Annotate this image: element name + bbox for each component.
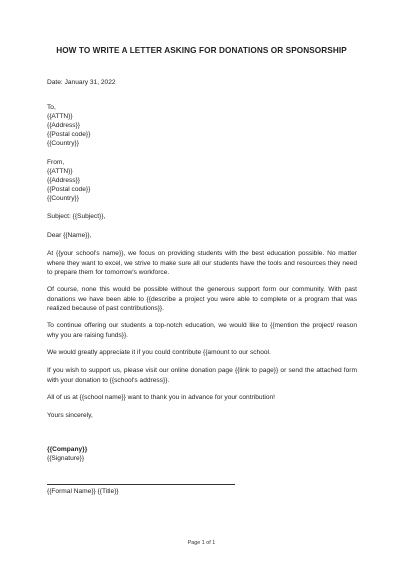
from-attn: {{ATTN}} [47, 168, 73, 175]
salutation: Dear {{Name}}, [47, 232, 92, 239]
date-line: Date: January 31, 2022 [47, 79, 116, 86]
formal-name-title: {{Formal Name}} {{Title}} [47, 488, 119, 495]
paragraph-contribute: We would greatly appreciate it if you could contribute {{amount to our school. [47, 349, 271, 356]
to-address: {{Address}} [47, 122, 80, 129]
closing: Yours sincerely, [47, 412, 93, 419]
signature-rule [47, 484, 235, 485]
from-postal-code: {{Postal code}} [47, 186, 91, 193]
from-label: From, [47, 159, 65, 166]
to-country: {{Country}} [47, 140, 79, 147]
subject-line: Subject: {{Subject}}, [47, 213, 106, 220]
to-postal-code: {{Postal code}} [47, 131, 91, 138]
paragraph-donation-page: If you wish to support us, please visit our online donation page {{link to page}} or send the attached form with your donation to {{school's address}}. [47, 367, 357, 384]
paragraph-intro: At {{your school's name}}, we focus on providing students with the best education possible. No matter where they want to excel, we strive to make sure all our students have the tools and resources they need to prepare them for tomorrow's workforce. [47, 250, 357, 277]
paragraph-project: To continue offering our students a top-notch education, we would like to {{mention the project/ reason why you are raising funds}}. [47, 322, 357, 339]
to-attn: {{ATTN}} [47, 113, 73, 120]
paragraph-past-donations: Of course, none this would be possible without the generous support form our community. With past donations we have been able to {{describe a project you were able to complete or a program that was realized because of past contributions}}. [47, 286, 357, 313]
page-title: HOW TO WRITE A LETTER ASKING FOR DONATIONS OR SPONSORSHIP [56, 46, 347, 55]
from-address: {{Address}} [47, 177, 80, 184]
from-country: {{Country}} [47, 195, 79, 202]
company-name: {{Company}} [47, 446, 88, 453]
paragraph-thanks: All of us at {{school name}} want to thank you in advance for your contribution! [47, 394, 275, 401]
to-label: To, [47, 104, 56, 111]
signature-placeholder: {{Signature}} [47, 455, 85, 462]
page-footer: Page 1 of 1 [187, 540, 216, 546]
